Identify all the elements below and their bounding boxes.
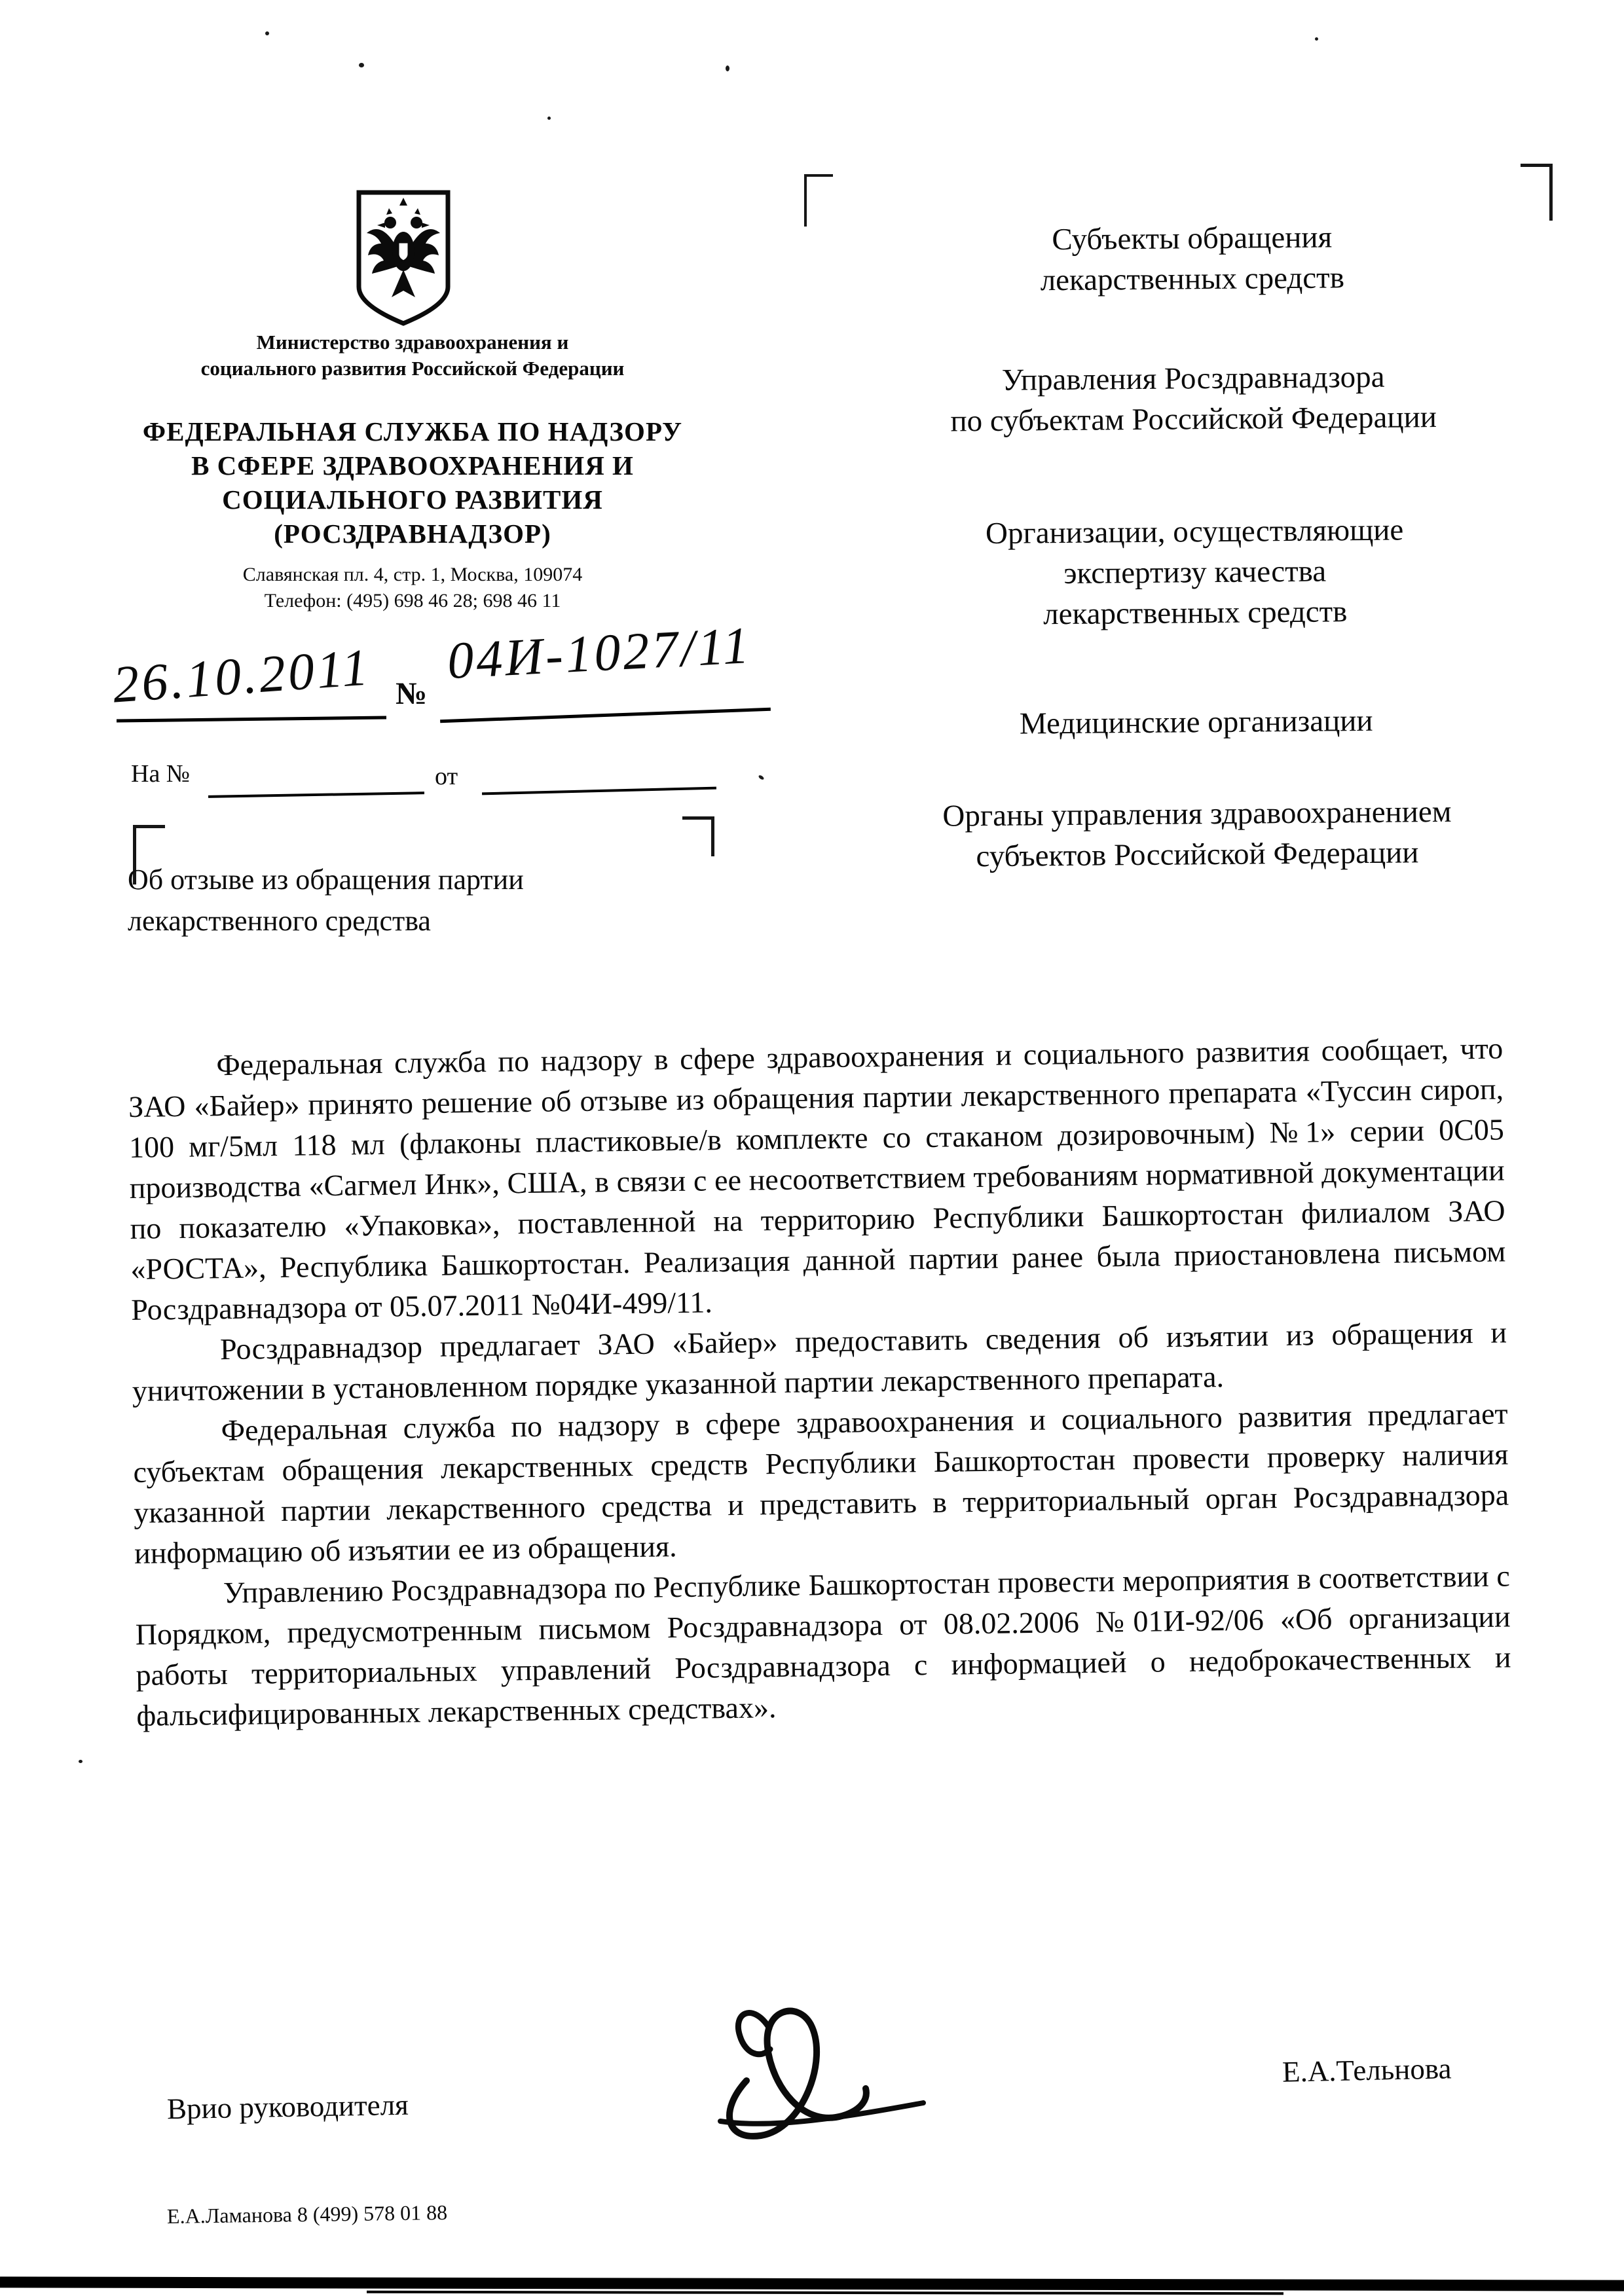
signer-name: Е.А.Тельнова (1282, 2052, 1452, 2088)
ministry-line: социального развития Российской Федерации (200, 357, 625, 380)
body-paragraph: Управлению Росздравнадзора по Республике Башкортостан провести мероприятия в соответствии с Порядком, предусмотренным письмом Росздравнадзора от 08.02.2006 №01И-92/06 «Об организации работы территориальных управлений Росздравнадзора с информацией о недоброкачественных и фальсифицированных лекарственных средствах». (135, 1559, 1511, 1732)
handwritten-date: 26.10.2011 (111, 638, 373, 714)
recipient-line: лекарственных средств (1043, 594, 1348, 632)
addressee-corner-mark-left (804, 174, 833, 227)
ministry-name (105, 329, 720, 382)
ministry-line: Министерство здравоохранения и (256, 331, 569, 354)
scan-speck (547, 117, 551, 120)
service-line: ФЕДЕРАЛЬНАЯ СЛУЖБА ПО НАДЗОРУ (142, 416, 683, 446)
scan-speck (79, 1760, 83, 1763)
handwritten-outgoing-number: 04И-1027/11 (446, 616, 753, 691)
service-line: (РОСЗДРАВНАДЗОР) (274, 519, 551, 549)
recipient-line: Управления Росздравнадзора (1001, 359, 1385, 397)
incoming-number-blank-line (208, 792, 424, 798)
handwritten-signature-icon (707, 1982, 933, 2162)
service-line: СОЦИАЛЬНОГО РАЗВИТИЯ (222, 484, 603, 515)
letterhead-address: Славянская пл. 4, стр. 1, Москва, 109074 (242, 564, 583, 585)
recipient-group (840, 355, 1547, 443)
incoming-number-label: На № (131, 760, 191, 788)
letterhead-contacts (105, 562, 720, 614)
body-paragraph: Федеральная служба по надзору в сфере здравоохранения и социального развития сообщает, что ЗАО «Байер» принято решение об отзыве из обращения партии лекарственного препарата «Туссин сироп, 100 мг/5мл 118 мл (флаконы пластиковые/в комплекте со стаканом дозировочным) №1» серии 0С05 производства «Сагмел Инк», США, в связи с ее несоответствием требованиям нормативной документации по показателю «Упаковка», поставленной на территорию Республики Башкортостан филиалом ЗАО «РОСТА», Республика Башкортостан. Реализация данной партии ранее была приостановлена письмом Росздравнадзора от 05.07.2011 №04И-499/11. (128, 1031, 1506, 1326)
letterhead-phone: Телефон: (495) 698 46 28; 698 46 11 (264, 590, 561, 611)
signer-position: Врио руководителя (166, 2088, 409, 2126)
recipient-line: по субъектам Российской Федерации (950, 400, 1437, 439)
scan-speck (359, 63, 364, 67)
recipient-group (838, 215, 1546, 302)
incoming-date-label: от (435, 763, 458, 790)
recipients-list (838, 215, 1551, 878)
service-line: В СФЕРЕ ЗДРАВООХРАНЕНИЯ И (191, 450, 634, 481)
letter-subject (128, 859, 665, 941)
number-underline (440, 708, 771, 723)
recipient-group (842, 699, 1549, 746)
subject-corner-mark-right (682, 816, 714, 856)
scan-speck (1315, 37, 1318, 41)
recipient-group (841, 509, 1549, 636)
service-name (72, 414, 753, 551)
russia-coat-of-arms-icon (354, 189, 453, 327)
subject-line: лекарственного средства (128, 905, 431, 937)
subject-line: Об отзыве из обращения партии (128, 864, 524, 896)
scan-speck (265, 31, 269, 35)
scan-speck (726, 65, 729, 71)
addressee-corner-mark-right (1521, 164, 1553, 221)
recipient-group (843, 791, 1551, 878)
scan-edge-artifact (367, 2291, 1283, 2295)
body-paragraph: Федеральная служба по надзору в сфере здравоохранения и социального развития предлагает субъектам обращения лекарственных средств Республики Башкортостан провести проверку наличия указанной партии лекарственного средства и представить в территориальный орган Росздравнадзора информацию об изъятии ее из обращения. (133, 1396, 1509, 1570)
recipient-line: экспертизу качества (1063, 554, 1327, 591)
recipient-line: лекарственных средств (1040, 261, 1345, 298)
date-underline (117, 716, 386, 722)
recipient-line: Медицинские организации (1019, 703, 1373, 741)
recipient-line: субъектов Российской Федерации (976, 835, 1419, 874)
incoming-date-blank-line (482, 787, 716, 795)
recipient-line: Органы управления здравоохранением (942, 794, 1452, 833)
executor-contact: Е.А.Ламанова 8 (499) 578 01 88 (166, 2200, 448, 2228)
number-sign: № (396, 676, 428, 711)
letter-body (128, 1029, 1512, 1736)
scan-speck (758, 774, 764, 780)
body-paragraph: Росздравнадзор предлагает ЗАО «Байер» предоставить сведения об изъятии из обращения и уничтожении в установленном порядке указанной партии лекарственного препарата. (132, 1315, 1507, 1408)
recipient-line: Организации, осуществляющие (985, 513, 1404, 551)
scan-edge-artifact (0, 2276, 1624, 2291)
recipient-line: Субъекты обращения (1052, 220, 1333, 257)
